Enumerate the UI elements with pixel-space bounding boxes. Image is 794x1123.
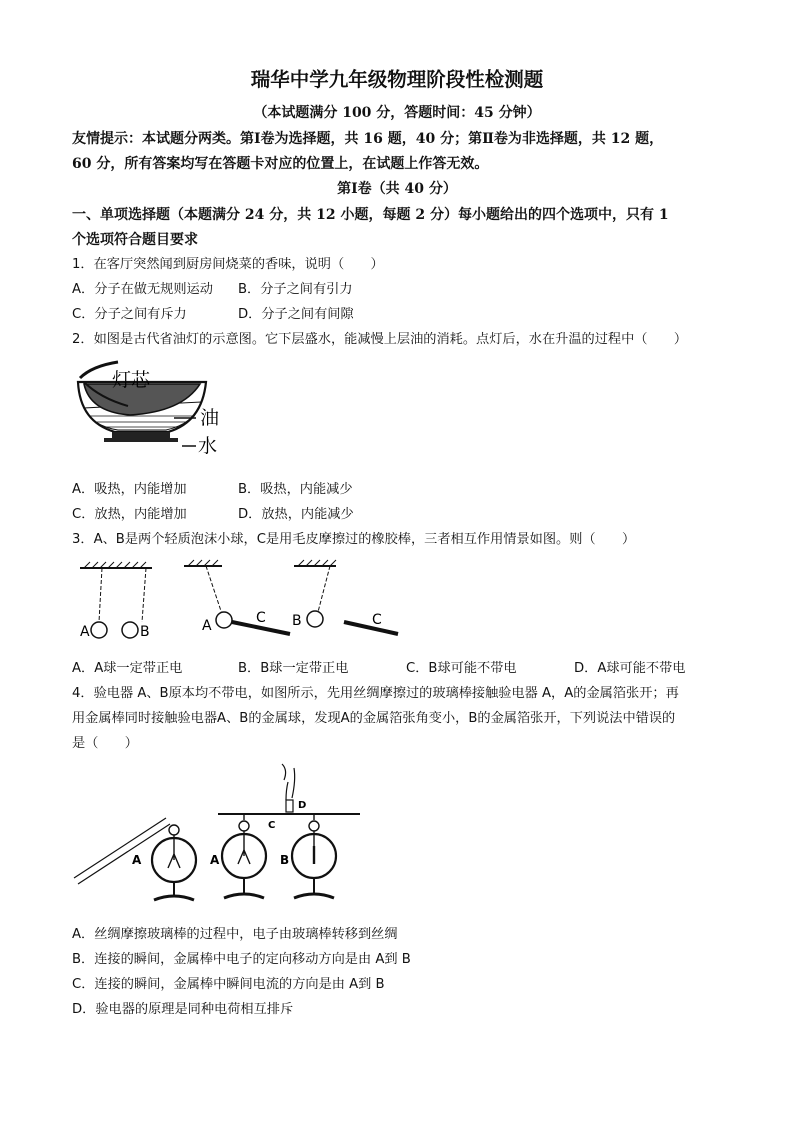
question-4-stem-line-1: 4．验电器 A、B原本均不带电，如图所示，先用丝绸摩擦过的玻璃棒接触验电器 A，A的金属箔张开；再 [72,686,679,701]
q3-option-c: C．B球可能不带电 [406,661,517,676]
q4-option-a: A．丝绸摩擦玻璃棒的过程中，电子由玻璃棒转移到丝绸 [72,927,398,942]
fig3-label-b-2: B [292,613,302,629]
section-heading-line-1: 一、单项选择题（本题满分 24 分，共 12 小题，每题 2 分）每小题给出的四个选项中，只有 1 [72,207,669,223]
tip-line-1: 友情提示：本试题分两类。第Ⅰ卷为选择题，共 16 题，40 分；第Ⅱ卷为非选择题，共 12 题， [72,131,664,147]
q4-option-b: B．连接的瞬间，金属棒中电子的定向移动方向是由 A到 B [72,952,411,967]
lamp-oil-label: 油 [200,407,220,429]
part-heading: 第Ⅰ卷（共 40 分） [337,181,457,197]
exam-subtitle: （本试题满分 100 分，答题时间：45 分钟） [253,105,541,121]
page-title: 瑞华中学九年级物理阶段性检测题 [250,68,544,91]
electroscope-figure [72,760,362,920]
lamp-wick-label: 灯芯 [112,369,151,391]
q1-option-c: C．分子之间有斥力 [72,307,187,322]
q2-option-a: A．吸热，内能增加 [72,482,187,497]
fig4-label-b: B [280,853,290,867]
question-3-stem: 3．A、B是两个轻质泡沫小球，C是用毛皮摩擦过的橡胶棒，三者相互作用情景如图。则（ ） [72,532,636,547]
fig4-label-a-2: A [210,853,220,867]
fig3-label-a: A [80,624,90,640]
fig4-label-d: D [298,800,307,811]
question-4-stem-line-2: 用金属棒同时接触验电器A、B的金属球，发现A的金属箔张角变小，B的金属箔张开，下列说法中错误的 [72,711,676,726]
question-2-stem: 2．如图是古代省油灯的示意图。它下层盛水，能减慢上层油的消耗。点灯后，水在升温的过程中（ ） [72,332,688,347]
q3-option-a: A．A球一定带正电 [72,661,183,676]
fig3-label-c: C [256,610,266,626]
section-heading-line-2: 个选项符合题目要求 [72,232,198,248]
question-1-stem: 1．在客厅突然闻到厨房间烧菜的香味，说明（ ） [72,257,384,272]
tip-line-2: 60 分，所有答案均写在答题卡对应的位置上，在试题上作答无效。 [72,156,489,172]
fig3-label-b: B [140,624,150,640]
q1-option-b: B．分子之间有引力 [238,282,353,297]
q1-option-a: A．分子在做无规则运动 [72,282,213,297]
oil-lamp-figure [70,360,230,470]
q2-option-d: D．放热，内能减少 [238,507,354,522]
lamp-water-label: 水 [198,435,218,457]
fig3-label-c-2: C [372,612,382,628]
q2-option-b: B．吸热，内能减少 [238,482,353,497]
question-4-stem-line-3: 是（ ） [72,736,138,751]
q2-option-c: C．放热，内能增加 [72,507,187,522]
fig4-label-a: A [132,853,142,867]
charged-balls-figure [72,560,412,646]
q3-option-d: D．A球可能不带电 [574,661,686,676]
fig3-label-a-2: A [202,618,212,634]
q1-option-d: D．分子之间有间隙 [238,307,354,322]
q3-option-b: B．B球一定带正电 [238,661,349,676]
fig4-label-c: C [268,820,276,831]
q4-option-d: D．验电器的原理是同种电荷相互排斥 [72,1002,294,1017]
q4-option-c: C．连接的瞬间，金属棒中瞬间电流的方向是由 A到 B [72,977,385,992]
